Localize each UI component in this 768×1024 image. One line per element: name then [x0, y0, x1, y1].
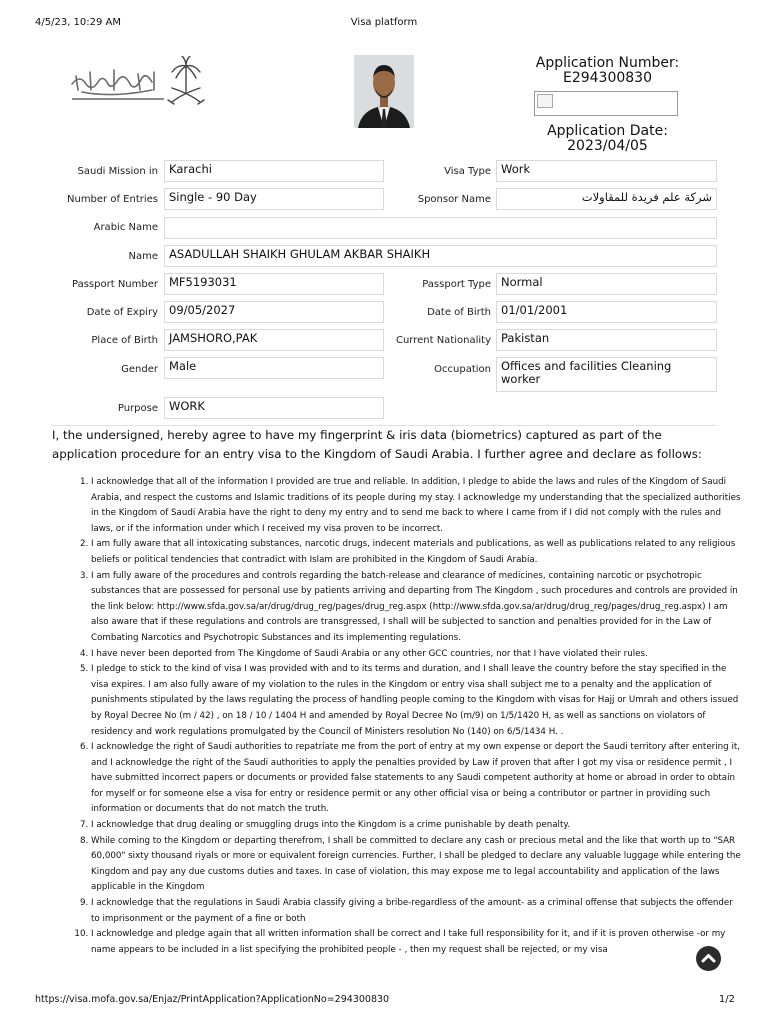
field-visa-type: Work: [496, 160, 717, 182]
label-expiry: Date of Expiry: [86, 307, 158, 318]
declaration-intro: I, the undersigned, hereby agree to have my fingerprint & iris data (biometrics) captured as part of the application procedure for an entry visa to the Kingdom of Saudi Arabia. I further agree and declare as follows:: [52, 428, 702, 461]
declaration-list: [72, 475, 741, 958]
declaration-item: 1. I acknowledge that all of the information I provided are true and reliable. In addition, I pledge to abide the laws and rules of the Kingdom of Saudi Arabia, and respect the customs and Islamic traditions of its people during my stay. I acknowledge my understanding that the specialized authorities in the Kingdom of Saudi Arabia have the right to deny my entry and to send me back to where I came from if I did not comply with the rules and laws, or if the information under which I received my visa proven to be incorrect.: [91, 475, 741, 537]
label-sponsor: Sponsor Name: [417, 194, 491, 205]
field-sponsor: شركة علم فريدة للمقاولات: [496, 188, 717, 210]
declaration-item: 5. I pledge to stick to the kind of visa I was provided with and to its terms and duration, and I shall leave the country before the stay specified in the visa expires. I am also fully aware of my violation to the rules in the Kingdom or entry visa shall subject me to a penalty and the application of punishments stipulated by the laws regulating the process of handling people coming to the Kingdom with visas for Hajj or Umrah and others issued by Royal Decree No (m / 42) , on 18 / 10 / 1404 H and amended by Royal Decree No (m/9) on 1/5/1420 H, as well as sanctions on violators of residency and work regulations promulgated by the Council of Ministers resolution No (140) on 6/5/1434 H. .: [91, 662, 741, 740]
label-dob: Date of Birth: [427, 307, 491, 318]
label-gender: Gender: [121, 364, 158, 375]
label-mission: Saudi Mission in: [77, 166, 158, 177]
field-purpose: WORK: [164, 397, 384, 419]
declaration-item: 4. I have never been deported from The Kingdome of Saudi Arabia or any other GCC countries, nor that I have violated their rules.: [91, 647, 741, 663]
application-date-block: [520, 124, 695, 154]
field-passport-type: Normal: [496, 273, 717, 295]
label-purpose: Purpose: [117, 403, 158, 414]
field-entries: Single - 90 Day: [164, 188, 384, 210]
field-pob: JAMSHORO,PAK: [164, 329, 384, 351]
application-date: 2023/04/05: [567, 138, 648, 154]
application-number-label: Application Number:: [535, 55, 680, 71]
print-date: 4/5/23, 10:29 AM: [35, 17, 122, 28]
footer-url: https://visa.mofa.gov.sa/Enjaz/PrintApplication?ApplicationNo=294300830: [35, 994, 390, 1005]
field-passport-number: MF5193031: [164, 273, 384, 295]
label-passport-type: Passport Type: [422, 279, 491, 290]
field-name: ASADULLAH SHAIKH GHULAM AKBAR SHAIKH: [164, 245, 717, 267]
label-name: Name: [128, 251, 158, 262]
page-number: 1/2: [718, 994, 735, 1005]
label-entries: Number of Entries: [67, 194, 158, 205]
ministry-logo: [68, 56, 213, 112]
broken-image-icon: [537, 94, 553, 108]
field-dob: 01/01/2001: [496, 301, 717, 323]
declaration-item: 6. I acknowledge the right of Saudi authorities to repatriate me from the port of entry at my own expense or deport the Saudi territory after entering it, and I acknowledge the right of the Saudi authorities to apply the penalties provided by Law if proven that after I got my visa or residence permit , I have submitted incorrect papers or documents or provided false statements to any Saudi competent authority at home or abroad in order to obtain for myself or for someone else a visa for entry or residence permit or any other official visa or being a contributor or partner in providing such information or documents that do not match the truth.: [91, 740, 741, 818]
label-pob: Place of Birth: [91, 335, 158, 346]
scroll-to-top-button[interactable]: [696, 946, 721, 971]
declaration-item: 3. I am fully aware of the procedures and controls regarding the batch-release and clearance of medicines, containing narcotic or psychotropic substances that are possessed for personal use by patients arriving and departing from The Kingdom , such procedures and controls are provided in the link below: http://www.sfda.gov.sa/ar/drug/drug_reg/pages/drug_reg.aspx (http://www.sfda.gov.sa/ar/drug/drug_reg/pages/drug_reg.aspx) I am also aware that if these regulations and controls are transgressed, I shall will be subjected to sanction and penalties provided for in the Law of Combating Narcotics and Psychotropic Substances and its implementing regulations.: [91, 569, 741, 647]
application-date-label: Application Date:: [547, 123, 668, 139]
application-number-block: [520, 56, 695, 86]
print-title: Visa platform: [350, 17, 418, 28]
declaration-item: 10. I acknowledge and pledge again that all written information shall be correct and I take full responsibility for it, and if it is proven otherwise -or my name appears to be included in a list specifying the prohibited people - , then my request shall be rejected, or my visa: [91, 927, 741, 958]
label-passport-number: Passport Number: [72, 279, 158, 290]
label-occupation: Occupation: [434, 364, 491, 375]
label-visa-type: Visa Type: [444, 166, 491, 177]
declaration-item: 8. While coming to the Kingdom or departing therefrom, I shall be committed to declare any cash or precious metal and the like that worth up to "SAR 60,000" sixty thousand riyals or more or equivalent foreign currencies. Further, I shall be pledged to declare any valuable luggage while entering the Kingdom and pay any due customs duties and taxes. In case of violation, this may expose me to legal accountability and application of the laws applicable in the Kingdom: [91, 834, 741, 896]
barcode-image: [534, 91, 678, 116]
field-nationality: Pakistan: [496, 329, 717, 351]
field-gender: Male: [164, 357, 384, 379]
field-expiry: 09/05/2027: [164, 301, 384, 323]
declaration-item: 7. I acknowledge that drug dealing or smuggling drugs into the Kingdom is a crime punishable by death penalty.: [91, 818, 741, 834]
chevron-up-icon: [696, 946, 721, 971]
label-nationality: Current Nationality: [395, 335, 491, 346]
declaration-item: 9. I acknowledge that the regulations in Saudi Arabia classify giving a bribe-regardless of the amount- as a criminal offense that subjects the offender to imprisonment or the payment of a fine or both: [91, 896, 741, 927]
applicant-photo: [354, 55, 414, 128]
field-occupation: Offices and facilities Cleaning worker: [496, 357, 717, 392]
label-arabic-name: Arabic Name: [93, 222, 158, 233]
field-arabic-name: [164, 217, 717, 239]
application-number: E294300830: [562, 70, 652, 86]
declaration-item: 2. I am fully aware that all intoxicating substances, narcotic drugs, indecent materials and publications, as well as publications related to any religious beliefs or political tendencies that contradict with Islam are prohibited in the Kingdom of Saudi Arabia.: [91, 537, 741, 568]
field-mission: Karachi: [164, 160, 384, 182]
